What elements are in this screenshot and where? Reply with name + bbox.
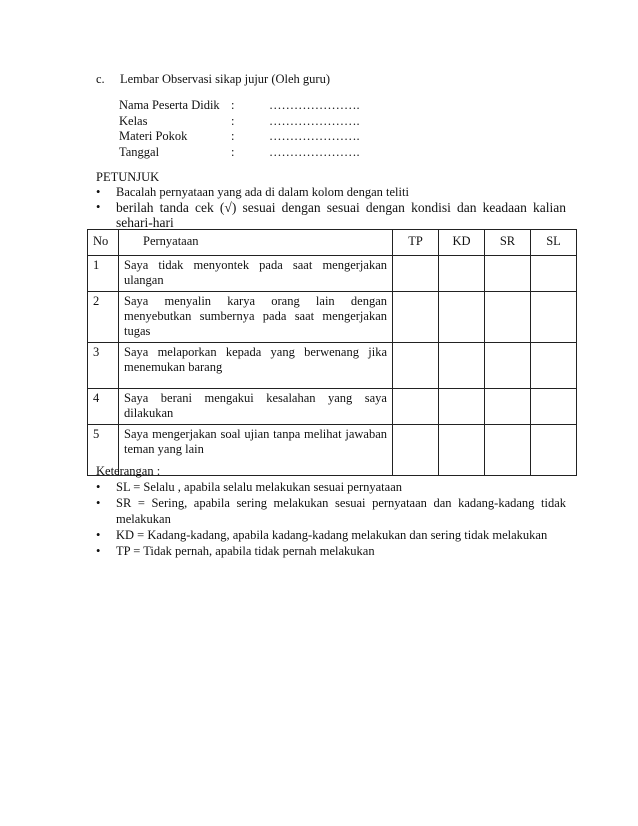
row-statement: Saya menyalin karya orang lain dengan menyebutkan sumbernya pada saat mengerjakan tugas [119,292,393,343]
row-number: 3 [88,343,119,389]
kd-check-cell[interactable] [439,389,485,425]
identity-label: Nama Peserta Didik [119,98,220,112]
sl-check-cell[interactable] [531,256,577,292]
row-statement: Saya melaporkan kepada yang berwenang jika menemukan barang [119,343,393,389]
table-row [88,389,577,425]
tp-check-cell[interactable] [393,389,439,425]
instruction-item [96,185,566,200]
legend-item [96,495,566,527]
identity-label: Tanggal [119,144,160,159]
identity-row-date [119,145,360,161]
header-sl: SL [531,230,577,256]
tp-check-cell[interactable] [393,292,439,343]
section-letter: c. [96,72,105,86]
bullet-icon: • [96,544,101,558]
bullet-icon: • [96,480,101,494]
table-header-row [88,230,577,256]
legend-text: TP = Tidak pernah, apabila tidak pernah melakukan [116,544,375,558]
instruction-text: berilah tanda cek (√) sesuai dengan sesuai dengan kondisi dan keadaan kalian sehari-hari [116,200,566,230]
sl-check-cell[interactable] [531,292,577,343]
identity-row-topic [119,129,360,145]
section-title [96,72,330,87]
table-row [88,292,577,343]
identity-label: Materi Pokok [119,129,188,143]
sr-check-cell[interactable] [485,343,531,389]
identity-colon: : [231,129,235,143]
bullet-icon: • [96,185,101,199]
legend-text: KD = Kadang-kadang, apabila kadang-kadang melakukan dan sering tidak melakukan [116,528,548,542]
identity-label: Kelas [119,113,148,128]
identity-row-name [119,98,360,114]
identity-colon: : [231,144,235,159]
legend-item [96,543,566,559]
header-tp: TP [393,230,439,256]
instructions-block [96,170,566,230]
sr-check-cell[interactable] [485,292,531,343]
identity-value: …………………. [269,113,360,128]
instructions-heading: PETUNJUK [96,170,160,184]
kd-check-cell[interactable] [439,256,485,292]
identity-value: …………………. [269,144,360,159]
bullet-icon: • [96,496,101,510]
sr-check-cell[interactable] [485,389,531,425]
sl-check-cell[interactable] [531,389,577,425]
identity-row-class [119,114,360,130]
identity-colon: : [231,113,235,128]
row-statement: Saya mengerjakan soal ujian tanpa melihat jawaban teman yang lain [119,425,393,476]
bullet-icon: • [96,528,101,542]
legend-item [96,527,566,543]
sr-check-cell[interactable] [485,256,531,292]
row-statement: Saya berani mengakui kesalahan yang saya dilakukan [119,389,393,425]
legend-text: SR = Sering, apabila sering melakukan sesuai pernyataan dan kadang-kadang tidak melakukan [116,496,566,526]
section-title-text: Lembar Observasi sikap jujur (Oleh guru) [120,72,331,86]
instruction-item [96,200,566,230]
row-number: 4 [88,389,119,425]
identity-colon: : [231,98,235,112]
kd-check-cell[interactable] [439,292,485,343]
legend-block [96,463,566,559]
bullet-icon: • [96,200,101,214]
legend-text: SL = Selalu , apabila selalu melakukan sesuai pernyataan [116,480,403,494]
row-statement: Saya tidak menyontek pada saat mengerjakan ulangan [119,256,393,292]
tp-check-cell[interactable] [393,256,439,292]
header-kd: KD [439,230,485,256]
observation-table [87,229,577,476]
row-number: 2 [88,292,119,343]
table-row [88,256,577,292]
tp-check-cell[interactable] [393,343,439,389]
row-number: 5 [88,425,119,476]
identity-value: …………………. [269,98,360,112]
legend-item [96,479,566,495]
row-number: 1 [88,256,119,292]
instruction-text: Bacalah pernyataan yang ada di dalam kolom dengan teliti [116,185,409,199]
legend-heading: Keterangan : [96,464,161,478]
kd-check-cell[interactable] [439,343,485,389]
header-statement: Pernyataan [119,230,393,256]
identity-block [119,98,360,160]
identity-value: …………………. [269,129,360,143]
header-sr: SR [485,230,531,256]
header-no: No [88,230,119,256]
sl-check-cell[interactable] [531,343,577,389]
table-row [88,343,577,389]
